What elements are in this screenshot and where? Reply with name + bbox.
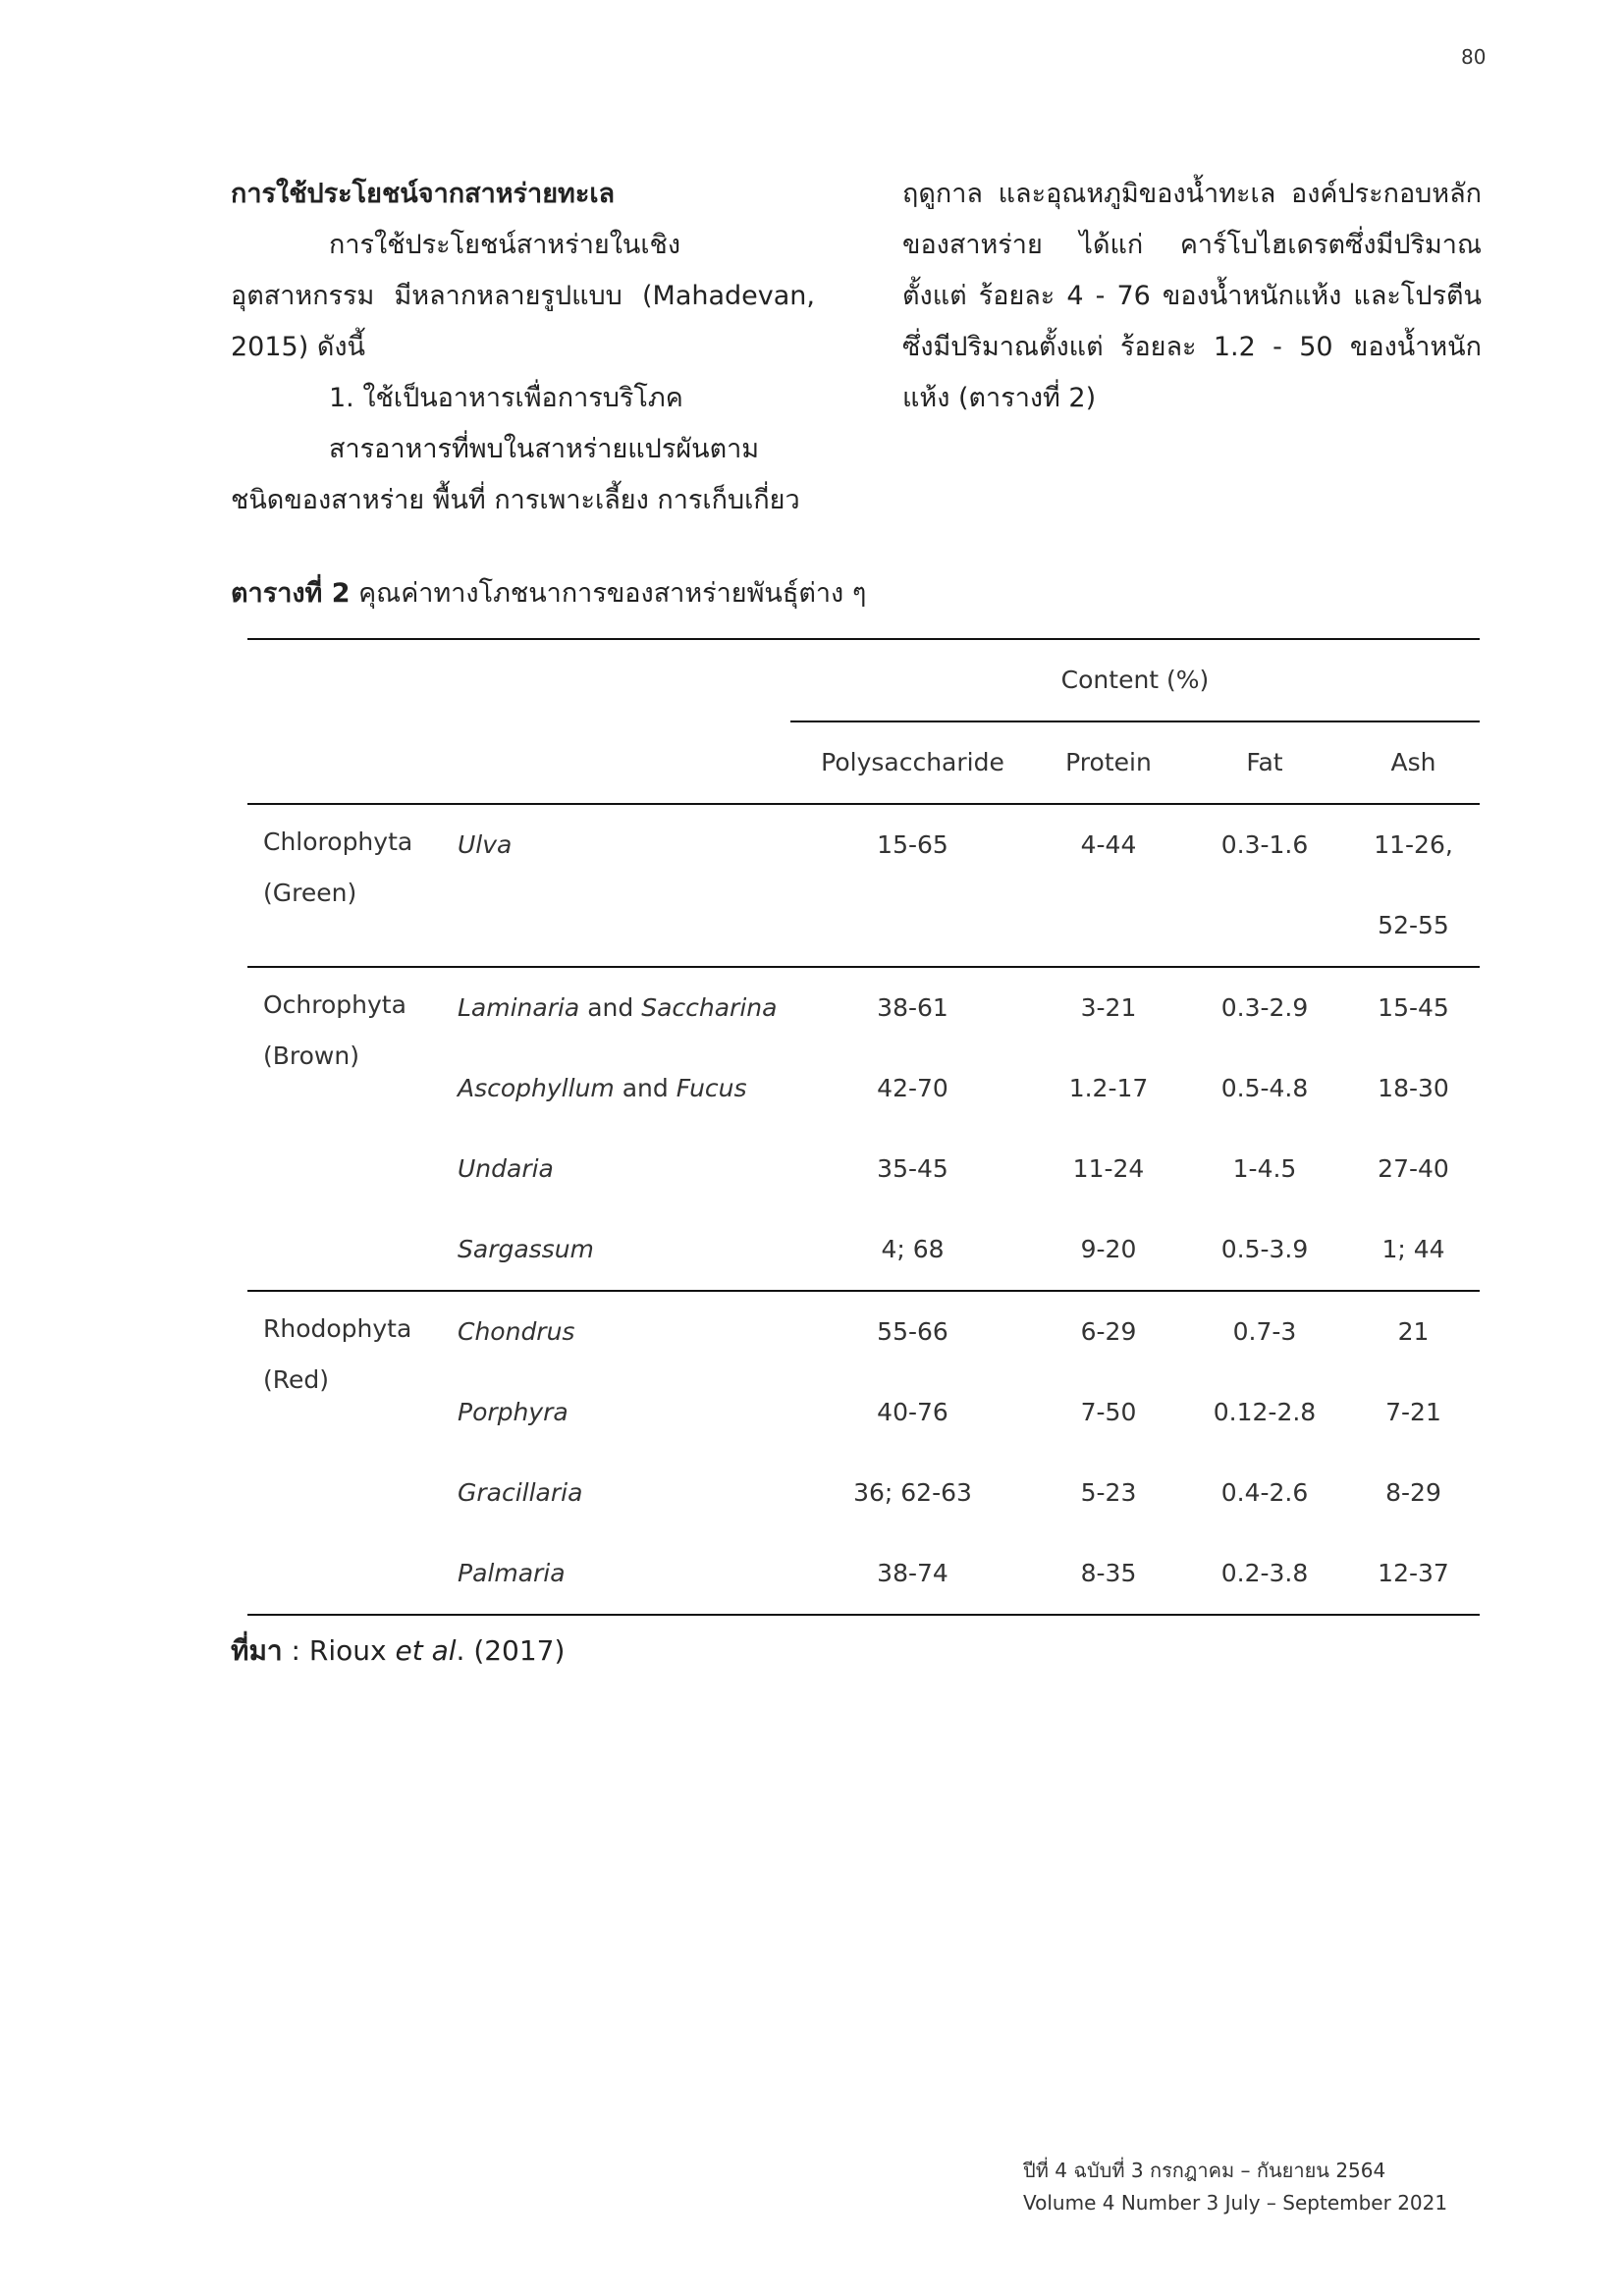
ash-cell: 12-37 <box>1378 1559 1449 1587</box>
content-header: Content (%) <box>790 639 1480 721</box>
page-number: 80 <box>1461 45 1487 69</box>
paragraph-industrial-use: การใช้ประโยชน์สาหร่ายในเชิงอุตสาหกรรม มีหลากหลายรูปแบบ (Mahadevan, 2015) ดังนี้ <box>231 230 815 362</box>
column-header-ash: Ash <box>1390 748 1436 776</box>
genus-cell: Gracillaria <box>458 1478 583 1507</box>
right-column <box>902 169 1482 424</box>
polysaccharide-cell: 35-45 <box>877 1154 948 1183</box>
genus-cell: Ascophyllum and Fucus <box>458 1074 747 1102</box>
protein-cell: 3-21 <box>1080 993 1137 1022</box>
genus-cell: Undaria <box>458 1154 554 1183</box>
polysaccharide-cell: 15-65 <box>877 830 948 859</box>
table-caption-text: คุณค่าทางโภชนาการของสาหร่ายพันธุ์ต่าง ๆ <box>350 578 867 609</box>
column-header-protein: Protein <box>1065 748 1152 776</box>
polysaccharide-cell: 42-70 <box>877 1074 948 1102</box>
table-header-empty-2 <box>247 721 790 804</box>
empty-cell <box>1035 885 1182 967</box>
ash-cell: 18-30 <box>1378 1074 1449 1102</box>
genus-cell: Sargassum <box>458 1235 594 1263</box>
table-header-row-2 <box>247 721 1480 804</box>
division-cell: Ochrophyta (Brown) <box>263 990 406 1070</box>
table-header-row-1 <box>247 639 1480 721</box>
ash-cell: 8-29 <box>1385 1478 1441 1507</box>
genus-cell: Chondrus <box>458 1317 575 1346</box>
protein-cell: 11-24 <box>1072 1154 1145 1183</box>
numbered-item-food: 1. ใช้เป็นอาหารเพื่อการบริโภค <box>329 383 683 413</box>
table-row <box>247 967 1480 1048</box>
division-cell: Rhodophyta (Red) <box>263 1314 412 1394</box>
source-etal: et al <box>395 1634 457 1667</box>
source-author: Rioux <box>308 1634 396 1667</box>
nutrition-table <box>247 638 1480 1616</box>
ash-cell: 7-21 <box>1385 1398 1441 1426</box>
source-label: ที่มา <box>231 1634 283 1667</box>
polysaccharide-cell: 38-61 <box>877 993 948 1022</box>
fat-cell: 1-4.5 <box>1232 1154 1297 1183</box>
protein-cell: 6-29 <box>1080 1317 1137 1346</box>
division-cell: Chlorophyta (Green) <box>263 828 413 907</box>
empty-cell <box>1182 885 1347 967</box>
protein-cell: 7-50 <box>1080 1398 1137 1426</box>
fat-cell: 0.5-3.9 <box>1220 1235 1309 1263</box>
protein-cell: 5-23 <box>1080 1478 1137 1507</box>
genus-cell-empty <box>444 885 790 967</box>
genus-cell: Ulva <box>458 830 513 859</box>
column-header-fat: Fat <box>1246 748 1283 776</box>
protein-cell: 8-35 <box>1080 1559 1137 1587</box>
polysaccharide-cell: 40-76 <box>877 1398 948 1426</box>
footer-english-volume: Volume 4 Number 3 July – September 2021 <box>1023 2191 1448 2215</box>
section-heading: การใช้ประโยชน์จากสาหร่ายทะเล <box>231 179 616 209</box>
ash-cell-continued: 52-55 <box>1378 911 1449 939</box>
footer-thai-volume: ปีที่ 4 ฉบับที่ 3 กรกฎาคม – กันยายน 2564 <box>1023 2159 1386 2182</box>
ash-cell: 11-26, <box>1374 830 1453 859</box>
table-row <box>247 804 1480 885</box>
ash-cell: 15-45 <box>1378 993 1449 1022</box>
polysaccharide-cell: 38-74 <box>877 1559 948 1587</box>
journal-footer <box>1023 2155 1447 2219</box>
fat-cell: 0.2-3.8 <box>1220 1559 1309 1587</box>
empty-cell <box>790 885 1035 967</box>
ash-cell: 1; 44 <box>1381 1235 1445 1263</box>
paragraph-nutrients: สารอาหารที่พบในสาหร่ายแปรผันตาม ชนิดของสาหร่าย พื้นที่ การเพาะเลี้ยง การเก็บเกี่ยว <box>231 434 800 515</box>
protein-cell: 1.2-17 <box>1068 1074 1149 1102</box>
ash-cell: 21 <box>1397 1317 1430 1346</box>
fat-cell: 0.5-4.8 <box>1220 1074 1309 1102</box>
fat-cell: 0.12-2.8 <box>1213 1398 1317 1426</box>
table-caption-label: ตารางที่ 2 <box>231 578 351 609</box>
polysaccharide-cell: 4; 68 <box>881 1235 945 1263</box>
ash-cell: 27-40 <box>1378 1154 1449 1183</box>
fat-cell: 0.4-2.6 <box>1220 1478 1309 1507</box>
table-row <box>247 1291 1480 1372</box>
left-column <box>231 169 815 526</box>
fat-cell: 0.7-3 <box>1232 1317 1297 1346</box>
paragraph-composition: ฤดูกาล และอุณหภูมิของน้ำทะเล องค์ประกอบหลักของสาหร่าย ได้แก่ คาร์โบไฮเดรตซึ่งมีปริมาณตั้งแต่ ร้อยละ 4 - 76 ของน้ำหนักแห้ง และโปรตีนซึ่งมีปริมาณตั้งแต่ ร้อยละ 1.2 - 50 ของน้ำหนักแห้ง (ตารางที่ 2) <box>902 179 1482 413</box>
fat-cell: 0.3-2.9 <box>1220 993 1309 1022</box>
table-header-empty <box>247 639 790 721</box>
table-source: ที่มา : Rioux et al. (2017) <box>231 1634 566 1667</box>
genus-cell: Palmaria <box>458 1559 566 1587</box>
protein-cell: 9-20 <box>1080 1235 1137 1263</box>
table-caption <box>231 571 866 614</box>
column-header-polysaccharide: Polysaccharide <box>821 748 1004 776</box>
polysaccharide-cell: 55-66 <box>877 1317 948 1346</box>
polysaccharide-cell: 36; 62-63 <box>853 1478 972 1507</box>
genus-cell: Laminaria and Saccharina <box>458 993 778 1022</box>
fat-cell: 0.3-1.6 <box>1220 830 1309 859</box>
genus-cell: Porphyra <box>458 1398 568 1426</box>
protein-cell: 4-44 <box>1080 830 1137 859</box>
